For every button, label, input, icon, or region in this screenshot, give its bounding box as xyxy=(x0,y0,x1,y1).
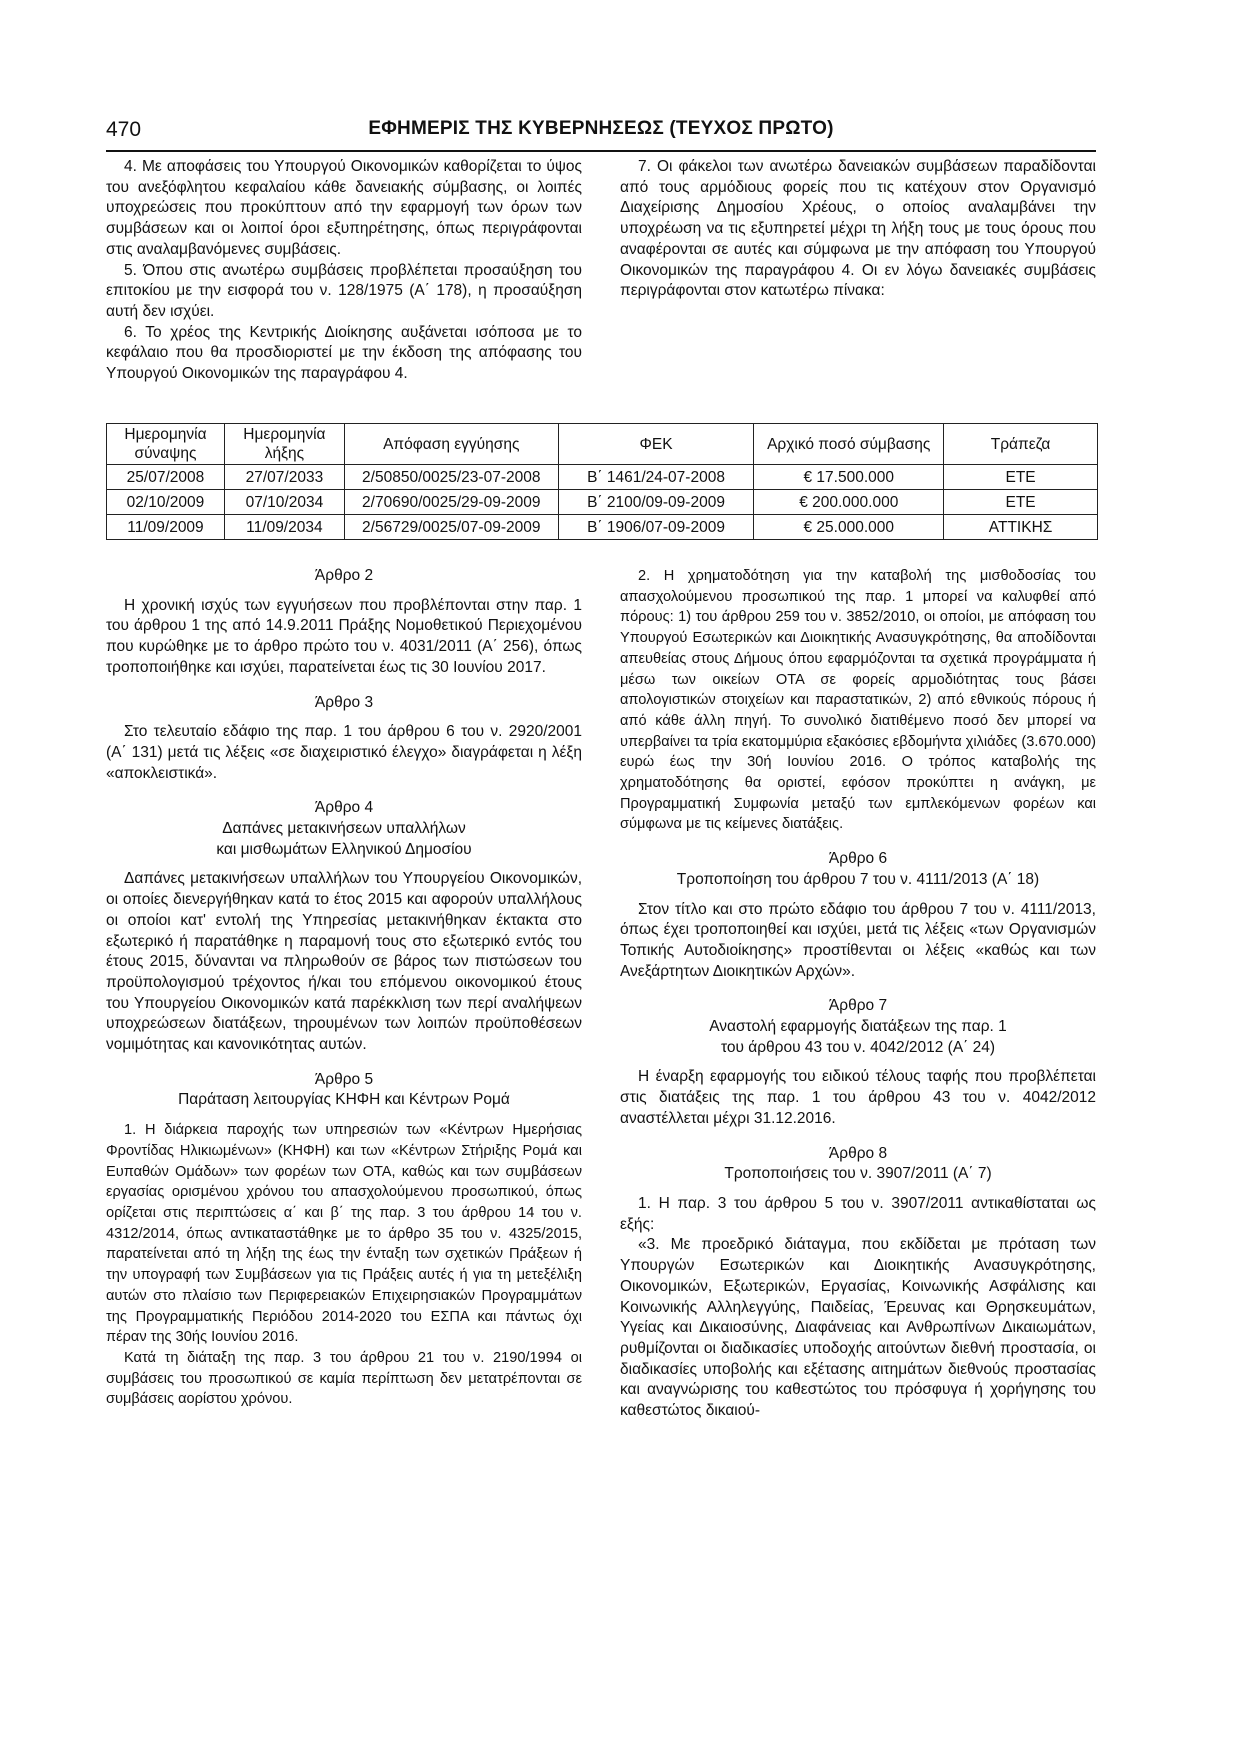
article-4-subtitle-line2: και μισθωμάτων Ελληνικού Δημοσίου xyxy=(216,840,472,858)
table-cell: Β΄ 1906/07-09-2009 xyxy=(558,515,754,540)
table-row xyxy=(107,515,1098,540)
intro-left-column xyxy=(106,157,582,383)
article-7-subtitle-line2: του άρθρου 43 του ν. 4042/2012 (Α΄ 24) xyxy=(720,1038,996,1056)
paragraph-5: 5. Όπου στις ανωτέρω συμβάσεις προβλέπεται προσαύξηση του επιτοκίου με την εισφορά του ν. 128/1975 (Α΄ 178), η προσαύξηση αυτή δεν ισχύει. xyxy=(106,261,582,320)
table-header-row xyxy=(107,424,1098,465)
article-4-subtitle-line1: Δαπάνες μετακινήσεων υπαλλήλων xyxy=(222,820,466,838)
article-7-text: Η έναρξη εφαρμογής του ειδικού τέλους ταφής που προβλέπεται στις διατάξεις της παρ. 1 του άρθρου 43 του ν. 4042/2012 αναστέλλεται μέχρι 31.12.2016. xyxy=(620,1068,1096,1127)
paragraph-6: 6. Το χρέος της Κεντρικής Διοίκησης αυξάνεται ισόποσα με το κεφάλαιο που θα προσδιοριστεί με την έκδοση της απόφασης του Υπουργού Οικονομικών της παραγράφου 4. xyxy=(106,323,582,383)
table-cell: ΕΤΕ xyxy=(944,465,1098,490)
article-7-subtitle-line1: Αναστολή εφαρμογής διατάξεων της παρ. 1 xyxy=(709,1018,1007,1036)
table-cell: 11/09/2034 xyxy=(224,515,344,540)
table-cell: 07/10/2034 xyxy=(224,490,344,515)
table-cell: 11/09/2009 xyxy=(107,515,225,540)
table-cell: 02/10/2009 xyxy=(107,490,225,515)
article-6-title: Άρθρο 6 xyxy=(828,850,888,868)
column-header: ΦΕΚ xyxy=(558,424,754,465)
table-row xyxy=(107,465,1098,490)
table-cell: € 25.000.000 xyxy=(754,515,944,540)
table-cell: Β΄ 1461/24-07-2008 xyxy=(558,465,754,490)
page-number: 470 xyxy=(106,118,142,141)
running-title: ΕΦΗΜΕΡΙΣ ΤΗΣ ΚΥΒΕΡΝΗΣΕΩΣ (ΤΕΥΧΟΣ ΠΡΩΤΟ) xyxy=(368,118,834,139)
column-header: Αρχικό ποσό σύμβασης xyxy=(754,424,944,465)
article-8-paragraph-1: 1. Η παρ. 3 του άρθρου 5 του ν. 3907/2011 αντικαθίσταται ως εξής: xyxy=(620,1194,1096,1233)
table-cell: 2/50850/0025/23-07-2008 xyxy=(344,465,558,490)
article-6-text: Στον τίτλο και στο πρώτο εδάφιο του άρθρου 7 του ν. 4111/2013, όπως έχει τροποποιηθεί και ισχύει, μετά τις λέξεις «των Οργανισμών Τοπικής Αυτοδιοίκησης» προστίθενται οι λέξεις «καθώς και των Ανεξάρτητων Διοικητικών Αρχών». xyxy=(620,900,1096,980)
page-header xyxy=(106,116,1096,152)
column-header: Απόφαση εγγύησης xyxy=(344,424,558,465)
table-cell: ΕΤΕ xyxy=(944,490,1098,515)
table-cell: Β΄ 2100/09-09-2009 xyxy=(558,490,754,515)
paragraph-4: 4. Με αποφάσεις του Υπουργού Οικονομικών καθορίζεται το ύψος του ανεξόφλητου κεφαλαίου κάθε δανειακής σύμβασης, οι λοιπές υποχρεώσεις που προκύπτουν από την εφαρμογή των όρων των συμβάσεων και οι λοιποί όροι εξυπηρέτησης, όπως περιγράφονται στις αναλαμβανόμενες συμβάσεις. xyxy=(106,158,582,258)
table-row xyxy=(107,490,1098,515)
column-header: Τράπεζα xyxy=(944,424,1098,465)
article-5-paragraph-1b: Κατά τη διάταξη της παρ. 3 του άρθρου 21 του ν. 2190/1994 οι συμβάσεις του προσωπικού σε καμία περίπτωση δεν μετατρέπονται σε συμβάσεις αορίστου χρόνου. xyxy=(106,1349,582,1408)
left-column xyxy=(106,566,582,1410)
loan-agreements-table xyxy=(106,423,1098,540)
table-cell: € 17.500.000 xyxy=(754,465,944,490)
article-5-paragraph-2: 2. Η χρηματοδότηση για την καταβολή της μισθοδοσίας του απασχολούμενου προσωπικού της παρ. 1 μπορεί να καλυφθεί από πόρους: 1) του άρθρου 259 του ν. 3852/2010, οι οποίοι, με απόφαση του Υπουργού Εσωτερικών και Διοικητικής Ανασυγκρότησης, θα αποδίδονται απευθείας στους Δήμους όπου εφαρμόζονται τα σχετικά προγράμματα ή μέσω των οικείων ΟΤΑ σε φορείς αρμοδιότητας τους βάσει απολογιστικών στοιχείων και παραστατικών, 2) από εθνικούς πόρους ή από κάθε άλλη πηγή. Το συνολικό διατιθέμενο ποσό δεν μπορεί να υπερβαίνει τα τρία εκατομμύρια εξακόσιες εβδομήντα χιλιάδες (3.670.000) ευρώ έως την 30ή Ιουνίου 2016. Ο τρόπος καταβολής της χρηματοδότησης θα οριστεί, εφόσον προκύπτει η ανάγκη, με Προγραμματική Συμφωνία μεταξύ των εμπλεκόμενων φορέων και σύμφωνα με τις κείμενες διατάξεις. xyxy=(620,568,1096,833)
article-3-text: Στο τελευταίο εδάφιο της παρ. 1 του άρθρου 6 του ν. 2920/2001 (Α΄ 131) μετά τις λέξεις «σε διαχειριστικό έλεγχο» διαγράφεται η λέξη «αποκλειστικά». xyxy=(106,723,582,782)
paragraph-7: 7. Οι φάκελοι των ανωτέρω δανειακών συμβάσεων παραδίδονται από τους αρμόδιους φορείς που τις κατέχουν στον Οργανισμό Διαχείρισης Δημοσίου Χρέους, ο οποίος αναλαμβάνει την υποχρέωση να τις εξυπηρετεί μέχρι τη λήξη τους με τους όρους που αναφέρονται σε αυτές και σύμφωνα με την απόφαση του Υπουργού Οικονομικών της παραγράφου 4. Οι εν λόγω δανειακές συμβάσεις περιγράφονται στον κατωτέρω πίνακα: xyxy=(620,158,1096,300)
article-4-text: Δαπάνες μετακινήσεων υπαλλήλων του Υπουργείου Οικονομικών, οι οποίες διενεργήθηκαν κατά το έτος 2015 και αφορούν υπαλλήλους οι οποίοι κατ' εντολή της Υπηρεσίας μετακινήθηκαν έκτακτα στο εξωτερικό ή παρατάθηκε η παραμονή τους στο εξωτερικό εντός του έτους 2015, δύνανται να πληρωθούν σε βάρος των πιστώσεων του προϋπολογισμού τρέχοντος ή/και του επόμενου οικονομικού έτους του Υπουργείου Οικονομικών κατά παρέκκλιση των περί αναλήψεων υποχρεώσεων διατάξεων, τηρουμένων των λοιπών προϋποθέσεων νομιμότητας και κανονικότητας αυτών. xyxy=(106,870,582,1054)
intro-right-column xyxy=(620,157,1096,302)
article-3-title: Άρθρο 3 xyxy=(314,693,374,711)
article-8-title: Άρθρο 8 xyxy=(828,1144,888,1162)
table-cell: 27/07/2033 xyxy=(224,465,344,490)
table-cell: ΑΤΤΙΚΗΣ xyxy=(944,515,1098,540)
table-cell: € 200.000.000 xyxy=(754,490,944,515)
article-7-title: Άρθρο 7 xyxy=(828,997,888,1015)
right-column xyxy=(620,566,1096,1422)
article-5-paragraph-1: 1. Η διάρκεια παροχής των υπηρεσιών των «Κέντρων Ημερήσιας Φροντίδας Ηλικιωμένων» (ΚΗΦΗ) και των «Κέντρων Στήριξης Ρομά και Ευπαθών Ομάδων» των φορέων των ΟΤΑ, καθώς και των συμβάσεων εργασίας ορισμένου χρόνου του απασχολούμενου προσωπικού, όπως ορίζεται στις περιπτώσεις α΄ και β΄ της παρ. 3 του άρθρου 14 του ν. 4312/2014, όπως αντικαταστάθηκε με το άρθρο 35 του ν. 4325/2015, παρατείνεται από τη λήξη της έως την ένταξη των σχετικών Πράξεων ή την υπογραφή των Συμβάσεων για τις Πράξεις αυτές ή για τη μετεξέλιξη αυτών στο πλαίσιο των Περιφερειακών Επιχειρησιακών Προγραμμάτων της Προγραμματικής Περιόδου 2014-2020 του ΕΣΠΑ και πάντως όχι πέραν της 30ής Ιουνίου 2016. xyxy=(106,1122,582,1346)
article-8-subtitle: Τροποποιήσεις του ν. 3907/2011 (Α΄ 7) xyxy=(724,1165,992,1183)
column-header: Ημερομηνία σύναψης xyxy=(107,424,225,465)
column-header: Ημερομηνία λήξης xyxy=(224,424,344,465)
article-6-subtitle: Τροποποίηση του άρθρου 7 του ν. 4111/2013 (Α΄ 18) xyxy=(676,870,1040,888)
table-cell: 25/07/2008 xyxy=(107,465,225,490)
table-cell: 2/56729/0025/07-09-2009 xyxy=(344,515,558,540)
article-5-subtitle: Παράταση λειτουργίας ΚΗΦΗ και Κέντρων Ρομά xyxy=(178,1091,510,1109)
article-8-paragraph-2: «3. Με προεδρικό διάταγμα, που εκδίδεται με πρόταση των Υπουργών Εσωτερικών και Διοικητικής Ανασυγκρότησης, Οικονομικών, Εξωτερικών, Εργασίας, Κοινωνικής Ασφάλισης και Κοινωνικής Αλληλεγγύης, Παιδείας, Έρευνας και Θρησκευμάτων, Υγείας και Δικαιοσύνης, Διαφάνειας και Ανθρωπίνων Δικαιωμάτων, ρυθμίζονται οι διαδικασίες υποδοχής αιτούντων διεθνή προστασία, οι διαδικασίες υποβολής και εξέτασης αιτημάτων διεθνούς προστασίας και αναγνώρισης του καθεστώτος του πρόσφυγα ή χορήγησης του καθεστώτος δικαιού- xyxy=(620,1236,1096,1420)
article-2-title: Άρθρο 2 xyxy=(314,567,374,584)
article-5-title: Άρθρο 5 xyxy=(314,1070,374,1088)
table-cell: 2/70690/0025/29-09-2009 xyxy=(344,490,558,515)
article-2-text: Η χρονική ισχύς των εγγυήσεων που προβλέπονται στην παρ. 1 του άρθρου 1 της από 14.9.2011 Πράξης Νομοθετικού Περιεχομένου που κυρώθηκε με το άρθρο πρώτο του ν. 4031/2011 (Α΄ 256), όπως τροποποιήθηκε και ισχύει, παρατείνεται έως τις 30 Ιουνίου 2017. xyxy=(106,596,582,676)
article-4-title: Άρθρο 4 xyxy=(314,799,374,817)
